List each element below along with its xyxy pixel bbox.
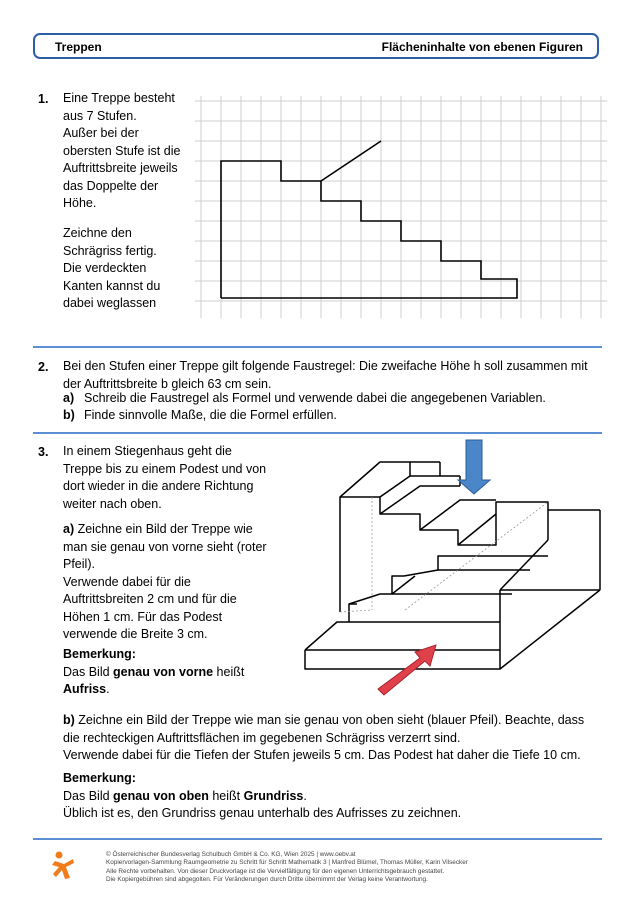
task3-a-line: Auftrittsbreiten 2 cm und für die — [63, 592, 237, 606]
task2-b — [63, 407, 337, 425]
footer-copyright — [106, 851, 606, 884]
section-divider — [33, 432, 602, 434]
staircase-outline — [221, 141, 517, 298]
task1-line: dabei weglassen — [63, 296, 157, 310]
task2-b-text: Finde sinnvolle Maße, die die Formel erfüllen. — [84, 408, 337, 422]
note-text: heißt — [213, 664, 245, 679]
task3-a-line: Zeichne ein Bild der Treppe wie — [74, 522, 253, 536]
task1-line: Auftrittsbreite jeweils — [63, 161, 178, 175]
blue-arrow-icon — [458, 440, 490, 494]
task3-a-label: a) — [63, 522, 75, 536]
task3-a-line: Pfeil). — [63, 557, 95, 571]
task1-instruction — [63, 225, 203, 313]
note-term: Aufriss — [63, 682, 107, 696]
note-title: Bemerkung: — [63, 771, 136, 785]
task3-intro-line: dort wieder in die andere Richtung — [63, 479, 254, 493]
task3-a-line: verwende die Breite 3 cm. — [63, 627, 208, 641]
task3-intro-line: weiter nach oben. — [63, 496, 162, 511]
task3-intro-line: In einem Stiegenhaus geht die — [63, 444, 232, 458]
red-arrow-icon — [378, 645, 436, 695]
note-term: Grundriss — [243, 788, 304, 803]
task1-line: Höhe. — [63, 196, 97, 210]
task3-intro-line: Treppe bis zu einem Podest und von — [63, 461, 267, 476]
task1-line: Schrägriss fertig. — [63, 243, 157, 258]
footer-line: Die Kopiergebühren sind abgegolten. Für Veränderungen durch Dritte übernimmt der Verlag keine Verantwortung. — [106, 875, 428, 883]
stair-solid — [300, 436, 600, 669]
task1-line: aus 7 Stufen. — [63, 108, 137, 123]
footer-line: © Österreichischer Bundesverlag Schulbuch GmbH & Co. KG, Wien 2025 | www.oebv.at — [106, 851, 356, 858]
page-header — [33, 33, 599, 59]
task3-a-line: Verwende dabei für die — [63, 574, 191, 589]
task3-a-line: Höhen 1 cm. Für das Podest — [63, 609, 223, 624]
task3-a-line: man sie genau von vorne sieht (roter — [63, 539, 267, 554]
task1-line: Kanten kannst du — [63, 278, 161, 293]
stairwell-oblique-figure — [300, 436, 610, 706]
task3-note1 — [63, 646, 303, 699]
task3-b-line: Zeichne ein Bild der Treppe wie man sie genau von oben sieht (blauer Pfeil). Beachte, dass — [74, 713, 585, 727]
footer-line: Kopiervorlagen-Sammlung Raumgeometrie zu Schritt für Schritt Mathematik 3 | Manfred Blümel, Thomas Müller, Karin Vilsecker — [106, 859, 468, 867]
publisher-logo-icon — [50, 851, 78, 881]
note-emphasis: genau von oben — [113, 788, 209, 803]
note-text: . — [106, 682, 110, 696]
task2-number: 2. — [38, 360, 49, 374]
task1-text — [63, 90, 203, 213]
task1-line: Die verdeckten — [63, 261, 147, 275]
task2-text — [63, 358, 623, 393]
note-emphasis: genau von vorne — [113, 664, 214, 679]
task2-a-text: Schreib die Faustregel als Formel und verwende dabei die angegebenen Variablen. — [84, 391, 546, 405]
task3-b-line: Verwende dabei für die Tiefen der Stufen jeweils 5 cm. Das Podest hat daher die Tiefe 10 cm. — [63, 748, 581, 762]
note-text: Das Bild — [63, 788, 114, 803]
footer-line: Alle Rechte vorbehalten. Von dieser Druckvorlage ist die Vervielfältigung für den eigenen Unterrichtsgebrauch gestattet. — [106, 867, 445, 875]
task1-line: das Doppelte der — [63, 178, 159, 193]
task1-line: Eine Treppe besteht — [63, 91, 175, 105]
footer-divider — [33, 838, 602, 840]
section-divider — [33, 346, 602, 348]
task1-line: obersten Stufe ist die — [63, 143, 181, 158]
task1-line: Außer bei der — [63, 126, 139, 140]
task2-a-label: a) — [63, 391, 75, 405]
task3-b-line: die rechteckigen Auftrittsflächen im gegebenen Schrägriss verzerrt sind. — [63, 730, 461, 745]
header-topic: Treppen — [55, 40, 102, 54]
note-text: heißt — [208, 788, 244, 803]
task2-line: Bei den Stufen einer Treppe gilt folgende Faustregel: Die zweifache Höhe h soll zusammen mit — [63, 359, 588, 373]
note-text: Üblich ist es, den Grundriss genau unterhalb des Aufrisses zu zeichnen. — [63, 806, 462, 820]
task3-a — [63, 521, 303, 644]
task2-line: der Auftrittsbreite b gleich 63 cm sein. — [63, 376, 272, 391]
header-chapter: Flächeninhalte von ebenen Figuren — [381, 40, 583, 54]
grid-lines — [195, 96, 607, 318]
task3-note2 — [63, 770, 623, 823]
task2-b-label: b) — [63, 408, 75, 422]
note-title: Bemerkung: — [63, 647, 136, 661]
task1-number: 1. — [38, 92, 49, 106]
note-text: Das Bild — [63, 664, 114, 679]
task2-a — [63, 390, 546, 408]
note-text: . — [303, 788, 307, 803]
staircase-grid-drawing — [195, 96, 610, 321]
task3-b — [63, 712, 623, 765]
task3-number: 3. — [38, 445, 49, 459]
task3-intro — [63, 443, 303, 513]
task1-line: Zeichne den — [63, 226, 132, 240]
task3-b-label: b) — [63, 713, 75, 727]
